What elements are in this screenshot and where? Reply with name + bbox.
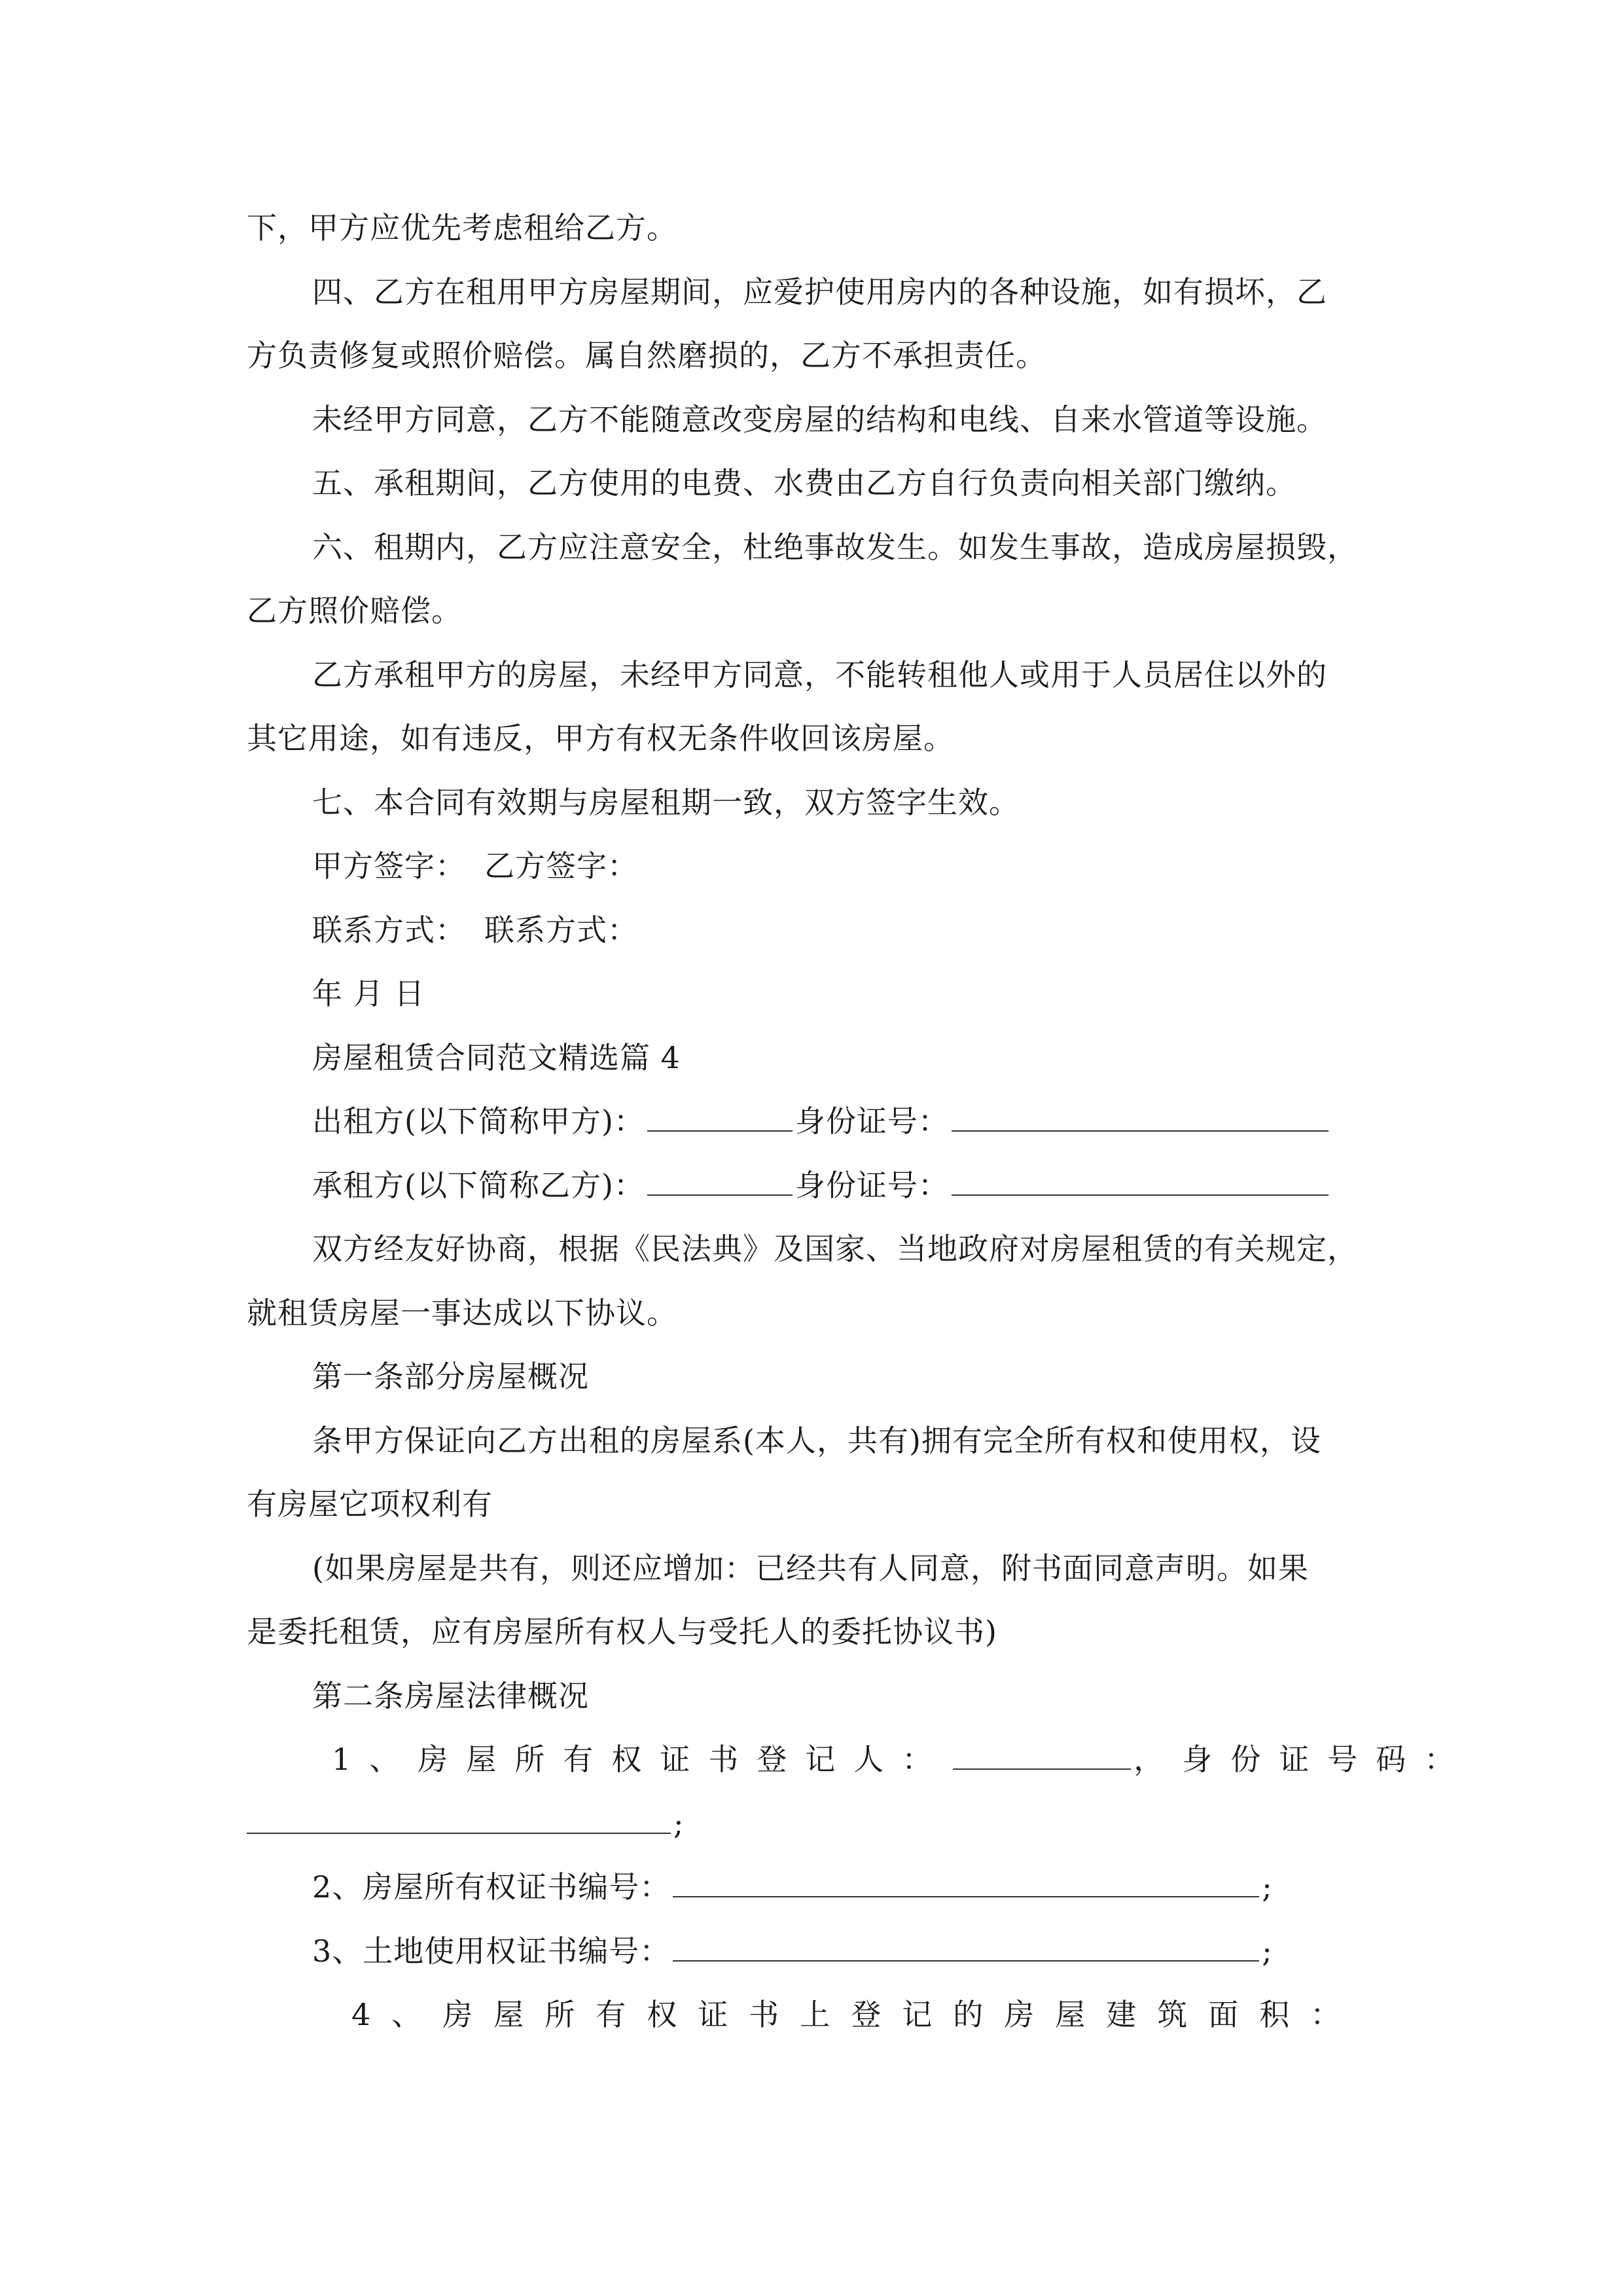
item-1-id-blank	[247, 1793, 671, 1834]
party-a-contact-label: 联系方式：	[312, 912, 466, 948]
semicolon: ;	[1262, 1869, 1273, 1905]
text-line: 六、租期内，乙方应注意安全，杜绝事故发生。如发生事故，造成房屋损毁，	[312, 529, 1358, 565]
party-b-signature-label: 乙方签字：	[484, 848, 638, 884]
text-line: 未经甲方同意，乙方不能随意改变房屋的结构和电线、自来水管道等设施。	[312, 401, 1327, 437]
text-line: 乙方承租甲方的房屋，未经甲方同意，不能转租他人或用于人员居住以外的	[312, 656, 1327, 692]
party-a-signature-label: 甲方签字：	[312, 848, 466, 884]
item-2-blank	[673, 1857, 1259, 1897]
semicolon: ;	[1262, 1933, 1273, 1969]
text-line: 其它用途，如有违反，甲方有权无条件收回该房屋。	[247, 721, 954, 756]
item-3-line	[247, 1920, 1379, 1984]
item-1-line	[247, 1728, 1473, 1792]
text-line: 就租赁房屋一事达成以下协议。	[247, 1295, 677, 1331]
text-line: 下，甲方应优先考虑租给乙方。	[247, 210, 677, 245]
lessee-label: 承租方(以下简称乙方)：	[312, 1167, 645, 1203]
lessor-id-blank	[952, 1091, 1329, 1132]
date-line: 年 月 日	[312, 976, 425, 1011]
lessee-line	[247, 1154, 1379, 1218]
item-1-continuation	[247, 1792, 1379, 1856]
item-4-line	[247, 1983, 1379, 2047]
text-line: 五、承租期间，乙方使用的电费、水费由乙方自行负责向相关部门缴纳。	[312, 465, 1296, 501]
contact-line	[247, 899, 1379, 963]
text-line: 四、乙方在租用甲方房屋期间，应爱护使用房内的各种设施，如有损坏，乙	[312, 274, 1327, 310]
text-line: 双方经友好协商，根据《民法典》及国家、当地政府对房屋租赁的有关规定，	[312, 1231, 1358, 1266]
item-4-label: 4、房屋所有权证书上登记的房屋建筑面积：	[351, 1997, 1362, 2032]
lessee-id-blank	[952, 1155, 1329, 1196]
lessor-label: 出租方(以下简称甲方)：	[312, 1103, 645, 1139]
lessee-id-label: 身份证号：	[794, 1167, 949, 1203]
item-3-blank	[673, 1921, 1259, 1962]
signature-line	[247, 834, 1379, 899]
lessor-name-blank	[647, 1091, 793, 1132]
item-2-line	[247, 1856, 1379, 1920]
text-line: 七、本合同有效期与房屋租期一致，双方签字生效。	[312, 784, 1020, 820]
lessor-line	[247, 1090, 1379, 1154]
item-1-label: 1、房屋所有权证书登记人：	[332, 1742, 951, 1777]
text-line: (如果房屋是共有，则还应增加：已经共有人同意，附书面同意声明。如果	[312, 1550, 1309, 1586]
party-b-contact-label: 联系方式：	[484, 912, 638, 948]
lessee-name-blank	[647, 1155, 793, 1196]
article-heading: 第一条部分房屋概况	[312, 1359, 589, 1394]
item-1-id-label: ，身份证号码：	[1133, 1742, 1473, 1777]
item-2-label: 2、房屋所有权证书编号：	[312, 1869, 671, 1905]
document-body	[247, 196, 1473, 2047]
item-3-label: 3、土地使用权证书编号：	[312, 1933, 671, 1969]
text-line: 乙方照价赔偿。	[247, 593, 462, 628]
article-heading: 第二条房屋法律概况	[312, 1677, 589, 1713]
lessor-id-label: 身份证号：	[794, 1103, 949, 1139]
semicolon: ;	[673, 1805, 685, 1841]
text-line: 是委托租赁，应有房屋所有权人与受托人的委托协议书)	[247, 1614, 997, 1649]
text-line: 有房屋它项权利有	[247, 1486, 493, 1522]
text-line: 方负责修复或照价赔偿。属自然磨损的，乙方不承担责任。	[247, 338, 1046, 373]
item-1-name-blank	[953, 1729, 1131, 1770]
text-line: 条甲方保证向乙方出租的房屋系(本人，共有)拥有完全所有权和使用权，设	[312, 1422, 1321, 1458]
section-title: 房屋租赁合同范文精选篇 4	[312, 1039, 681, 1075]
